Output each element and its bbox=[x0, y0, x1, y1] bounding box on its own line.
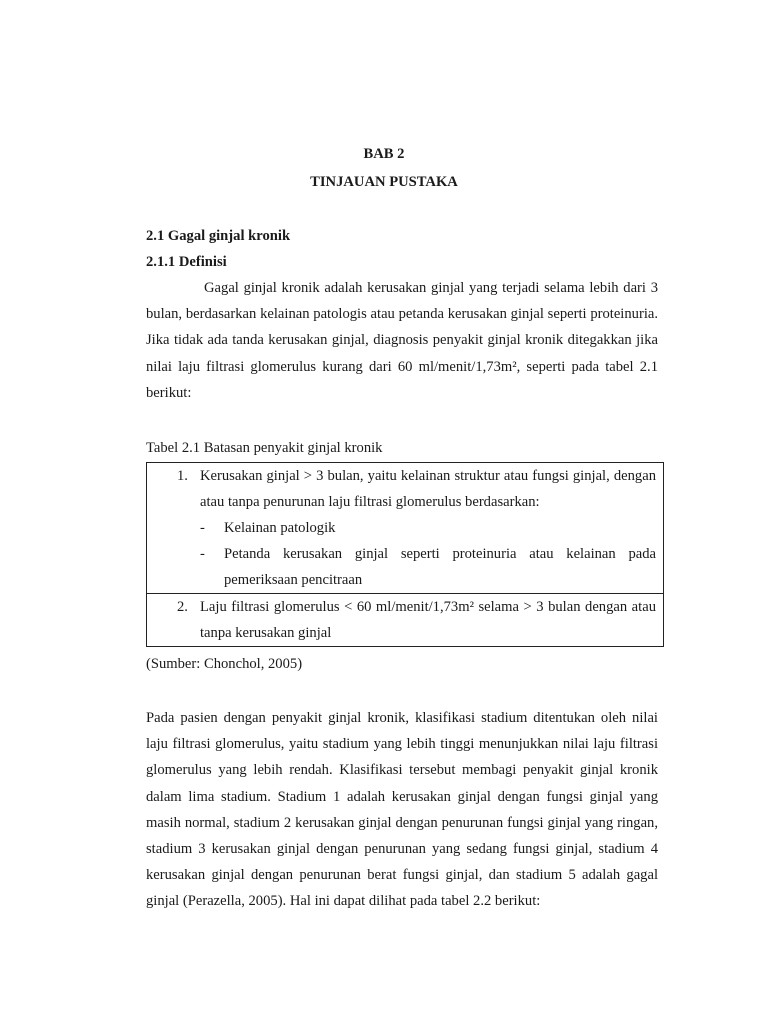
table-row bbox=[147, 463, 663, 593]
definition-paragraph bbox=[146, 275, 658, 406]
list-item bbox=[200, 541, 656, 593]
table-source: (Sumber: Chonchol, 2005) bbox=[146, 656, 303, 672]
row-number: 2. bbox=[177, 599, 188, 615]
table-caption: Tabel 2.1 Batasan penyakit ginjal kronik bbox=[146, 440, 383, 456]
chapter-title: TINJAUAN PUSTAKA bbox=[310, 174, 458, 190]
paragraph-text: Gagal ginjal kronik adalah kerusakan ginjal yang terjadi selama lebih dari 3 bulan, berdasarkan kelainan patologis atau petanda kerusakan ginjal seperti proteinuria. Jika tidak ada tanda kerusakan ginjal, diagnosis penyakit ginjal kronik ditegakkan jika nilai laju filtrasi glomerulus kurang dari 60 ml/menit/1,73m², seperti pada tabel 2.1 berikut: bbox=[146, 280, 658, 401]
table-row bbox=[147, 593, 663, 646]
classification-paragraph bbox=[146, 705, 658, 915]
list-item-text: Kelainan patologik bbox=[224, 520, 336, 536]
paragraph-text: Pada pasien dengan penyakit ginjal kronik, klasifikasi stadium ditentukan oleh nilai laju filtrasi glomerulus, yaitu stadium yang lebih tinggi menunjukkan nilai laju filtrasi glomerulus yang lebih rendah. Klasifikasi tersebut membagi penyakit ginjal kronik dalam lima stadium. Stadium 1 adalah kerusakan ginjal dengan fungsi ginjal yang masih normal, stadium 2 kerusakan ginjal dengan penurunan fungsi ginjal yang ringan, stadium 3 kerusakan ginjal dengan penurunan yang sedang fungsi ginjal, stadium 4 kerusakan ginjal dengan penurunan berat fungsi ginjal, dan stadium 5 adalah gagal ginjal (Perazella, 2005). Hal ini dapat dilihat pada tabel 2.2 berikut: bbox=[146, 710, 658, 910]
subsection-heading: 2.1.1 Definisi bbox=[146, 254, 227, 270]
list-item-text: Petanda kerusakan ginjal seperti proteinuria atau kelainan pada pemeriksaan pencitraan bbox=[224, 546, 656, 588]
section-heading: 2.1 Gagal ginjal kronik bbox=[146, 228, 291, 244]
chapter-number: BAB 2 bbox=[363, 146, 405, 162]
row-text: Kerusakan ginjal > 3 bulan, yaitu kelainan struktur atau fungsi ginjal, dengan atau tanpa penurunan laju filtrasi glomerulus berdasarkan: bbox=[200, 468, 656, 510]
row-number: 1. bbox=[177, 468, 188, 484]
dash-bullet: - bbox=[200, 546, 205, 562]
criteria-table bbox=[146, 462, 664, 647]
dash-bullet: - bbox=[200, 520, 205, 536]
row-text: Laju filtrasi glomerulus < 60 ml/menit/1,73m² selama > 3 bulan dengan atau tanpa kerusakan ginjal bbox=[200, 599, 656, 641]
list-item bbox=[200, 515, 656, 541]
